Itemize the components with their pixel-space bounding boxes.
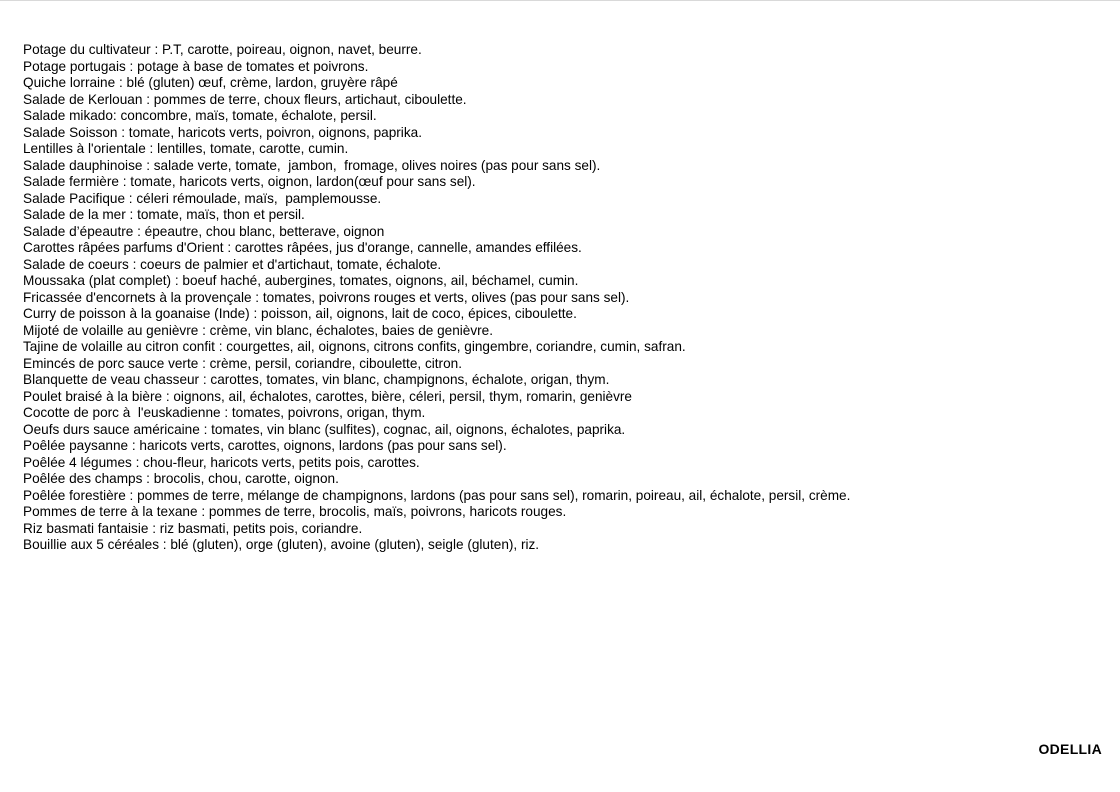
dish-line: Curry de poisson à la goanaise (Inde) : poisson, ail, oignons, lait de coco, épices, ciboulette.: [23, 306, 577, 321]
dish-line: Salade Pacifique : céleri rémoulade, maïs, pamplemousse.: [23, 190, 382, 206]
dish-line: Oeufs durs sauce américaine : tomates, vin blanc (sulfites), cognac, ail, oignons, échalotes, paprika.: [23, 421, 626, 437]
dish-line: Riz basmati fantaisie : riz basmati, petits pois, coriandre.: [23, 520, 363, 536]
dish-line: Tajine de volaille au citron confit : courgettes, ail, oignons, citrons confits, gingembre, coriandre, cumin, safran.: [23, 339, 686, 354]
dish-line: Salade Soisson : tomate, haricots verts, poivron, oignons, paprika.: [23, 124, 422, 140]
dish-line: Carottes râpées parfums d'Orient : carottes râpées, jus d'orange, cannelle, amandes effilées.: [23, 240, 582, 255]
dish-line: Bouillie aux 5 céréales : blé (gluten), orge (gluten), avoine (gluten), seigle (gluten), riz.: [23, 537, 540, 552]
dish-line: Moussaka (plat complet) : boeuf haché, aubergines, tomates, oignons, ail, béchamel, cumin.: [23, 273, 579, 288]
dish-line: Fricassée d'encornets à la provençale : tomates, poivrons rouges et verts, olives (pas pour sans sel).: [23, 289, 630, 305]
dish-line: Salade d’épeautre : épeautre, chou blanc, betterave, oignon: [23, 223, 385, 239]
dish-line: Potage portugais : potage à base de tomates et poivrons.: [23, 58, 369, 74]
dish-line: Potage du cultivateur : P.T, carotte, poireau, oignon, navet, beurre.: [23, 42, 422, 57]
dish-line: Pommes de terre à la texane : pommes de terre, brocolis, maïs, poivrons, haricots rouges.: [23, 504, 567, 519]
dish-line: Quiche lorraine : blé (gluten) œuf, crème, lardon, gruyère râpé: [23, 75, 398, 90]
dish-line: Blanquette de veau chasseur : carottes, tomates, vin blanc, champignons, échalote, origan, thym.: [23, 372, 610, 387]
dish-line: Salade mikado: concombre, maïs, tomate, échalote, persil.: [23, 108, 377, 123]
dish-line: Poêlée paysanne : haricots verts, carottes, oignons, lardons (pas pour sans sel).: [23, 438, 507, 453]
brand-name: ODELLIA: [1038, 741, 1102, 757]
dish-line: Salade de la mer : tomate, maïs, thon et persil.: [23, 207, 305, 222]
dish-line: Poêlée forestière : pommes de terre, mélange de champignons, lardons (pas pour sans sel), romarin, poireau, ail, échalote, persil, crème.: [23, 487, 851, 503]
dish-line: Mijoté de volaille au genièvre : crème, vin blanc, échalotes, baies de genièvre.: [23, 322, 494, 338]
dish-line: Cocotte de porc à l'euskadienne : tomates, poivrons, origan, thym.: [23, 405, 426, 420]
dish-line: Poulet braisé à la bière : oignons, ail, échalotes, carottes, bière, céleri, persil, thym, romarin, genièvre: [23, 388, 632, 404]
dish-ingredient-list: [23, 42, 850, 554]
dish-line: Salade dauphinoise : salade verte, tomate, jambon, fromage, olives noires (pas pour sans sel).: [23, 157, 601, 173]
dish-line: Salade de coeurs : coeurs de palmier et d'artichaut, tomate, échalote.: [23, 256, 442, 272]
page-top-border: [0, 0, 1120, 1]
dish-line: Emincés de porc sauce verte : crème, persil, coriandre, ciboulette, citron.: [23, 355, 462, 371]
dish-line: Salade fermière : tomate, haricots verts, oignon, lardon(œuf pour sans sel).: [23, 174, 476, 189]
dish-line: Lentilles à l'orientale : lentilles, tomate, carotte, cumin.: [23, 141, 349, 156]
dish-line: Poêlée 4 légumes : chou-fleur, haricots verts, petits pois, carottes.: [23, 454, 420, 470]
dish-line: Salade de Kerlouan : pommes de terre, choux fleurs, artichaut, ciboulette.: [23, 91, 467, 107]
dish-line: Poêlée des champs : brocolis, chou, carotte, oignon.: [23, 471, 339, 486]
